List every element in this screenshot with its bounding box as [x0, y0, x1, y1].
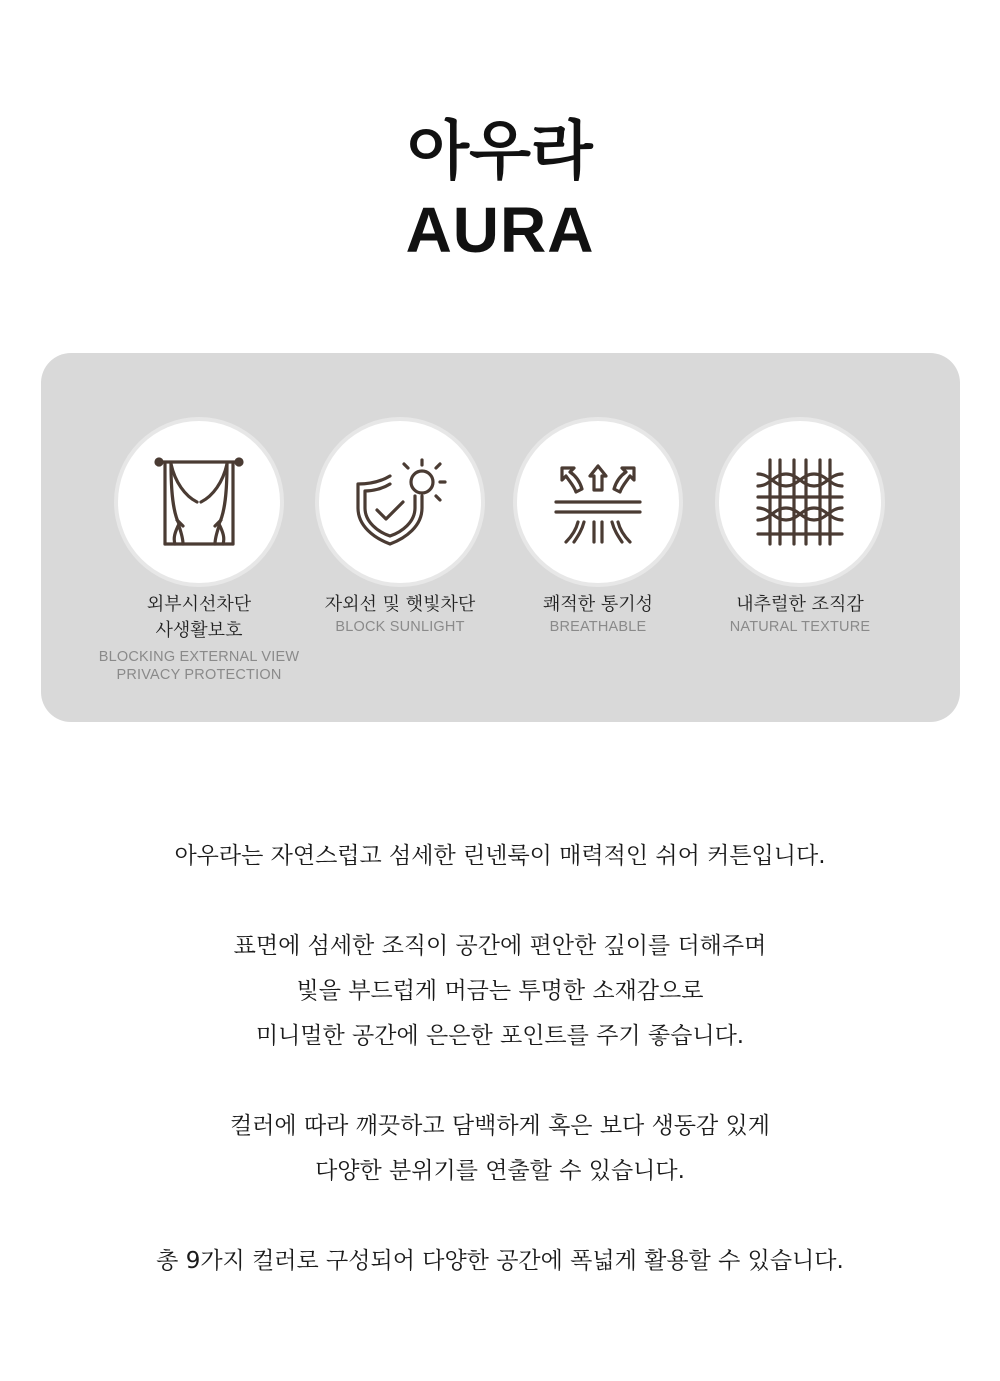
feature-item-texture: [690, 421, 910, 636]
description-line: 다양한 분위기를 연출할 수 있습니다.: [315, 1158, 685, 1184]
description-line: 컬러에 따라 깨끗하고 담백하게 혹은 보다 생동감 있게: [230, 1113, 770, 1139]
feature-label-ko: 내추럴한 조직감: [736, 594, 864, 615]
description-line: 총 9가지 컬러로 구성되어 다양한 공간에 폭넓게 활용할 수 있습니다.: [156, 1248, 844, 1274]
feature-label-ko: 외부시선차단: [146, 594, 252, 615]
feature-label-en: BLOCK SUNLIGHT: [335, 619, 465, 635]
weave-texture-icon: [750, 452, 850, 552]
feature-icon-circle: [719, 421, 881, 583]
breathable-icon: [548, 452, 648, 552]
feature-item-sunlight: [290, 421, 510, 636]
feature-label-en: BREATHABLE: [549, 619, 647, 635]
feature-item-breathable: [488, 421, 708, 636]
description-line: 미니멀한 공간에 은은한 포인트를 주기 좋습니다.: [255, 1023, 745, 1049]
features-panel: [41, 353, 960, 722]
description-line: 표면에 섬세한 조직이 공간에 편안한 깊이를 더해주며: [233, 933, 767, 959]
description-line: 아우라는 자연스럽고 섬세한 린넨룩이 매력적인 쉬어 커튼입니다.: [174, 843, 826, 869]
product-title-english: AURA: [405, 194, 595, 266]
feature-item-privacy: [89, 421, 309, 684]
sun-shield-icon: [350, 452, 450, 552]
feature-label-en: BLOCKING EXTERNAL VIEW: [98, 649, 300, 665]
feature-label-en-line2: PRIVACY PROTECTION: [116, 667, 282, 683]
description-line: 빛을 부드럽게 머금는 투명한 소재감으로: [296, 978, 704, 1004]
feature-label-ko: 쾌적한 통기성: [542, 594, 654, 615]
feature-icon-circle: [319, 421, 481, 583]
feature-icon-circle: [517, 421, 679, 583]
feature-label-en: NATURAL TEXTURE: [729, 619, 871, 635]
product-title-korean: 아우라: [407, 115, 593, 189]
feature-icon-circle: [118, 421, 280, 583]
curtain-icon: [149, 452, 249, 552]
feature-label-ko: 자외선 및 햇빛차단: [324, 594, 476, 615]
feature-label-ko-line2: 사생활보호: [155, 620, 243, 641]
